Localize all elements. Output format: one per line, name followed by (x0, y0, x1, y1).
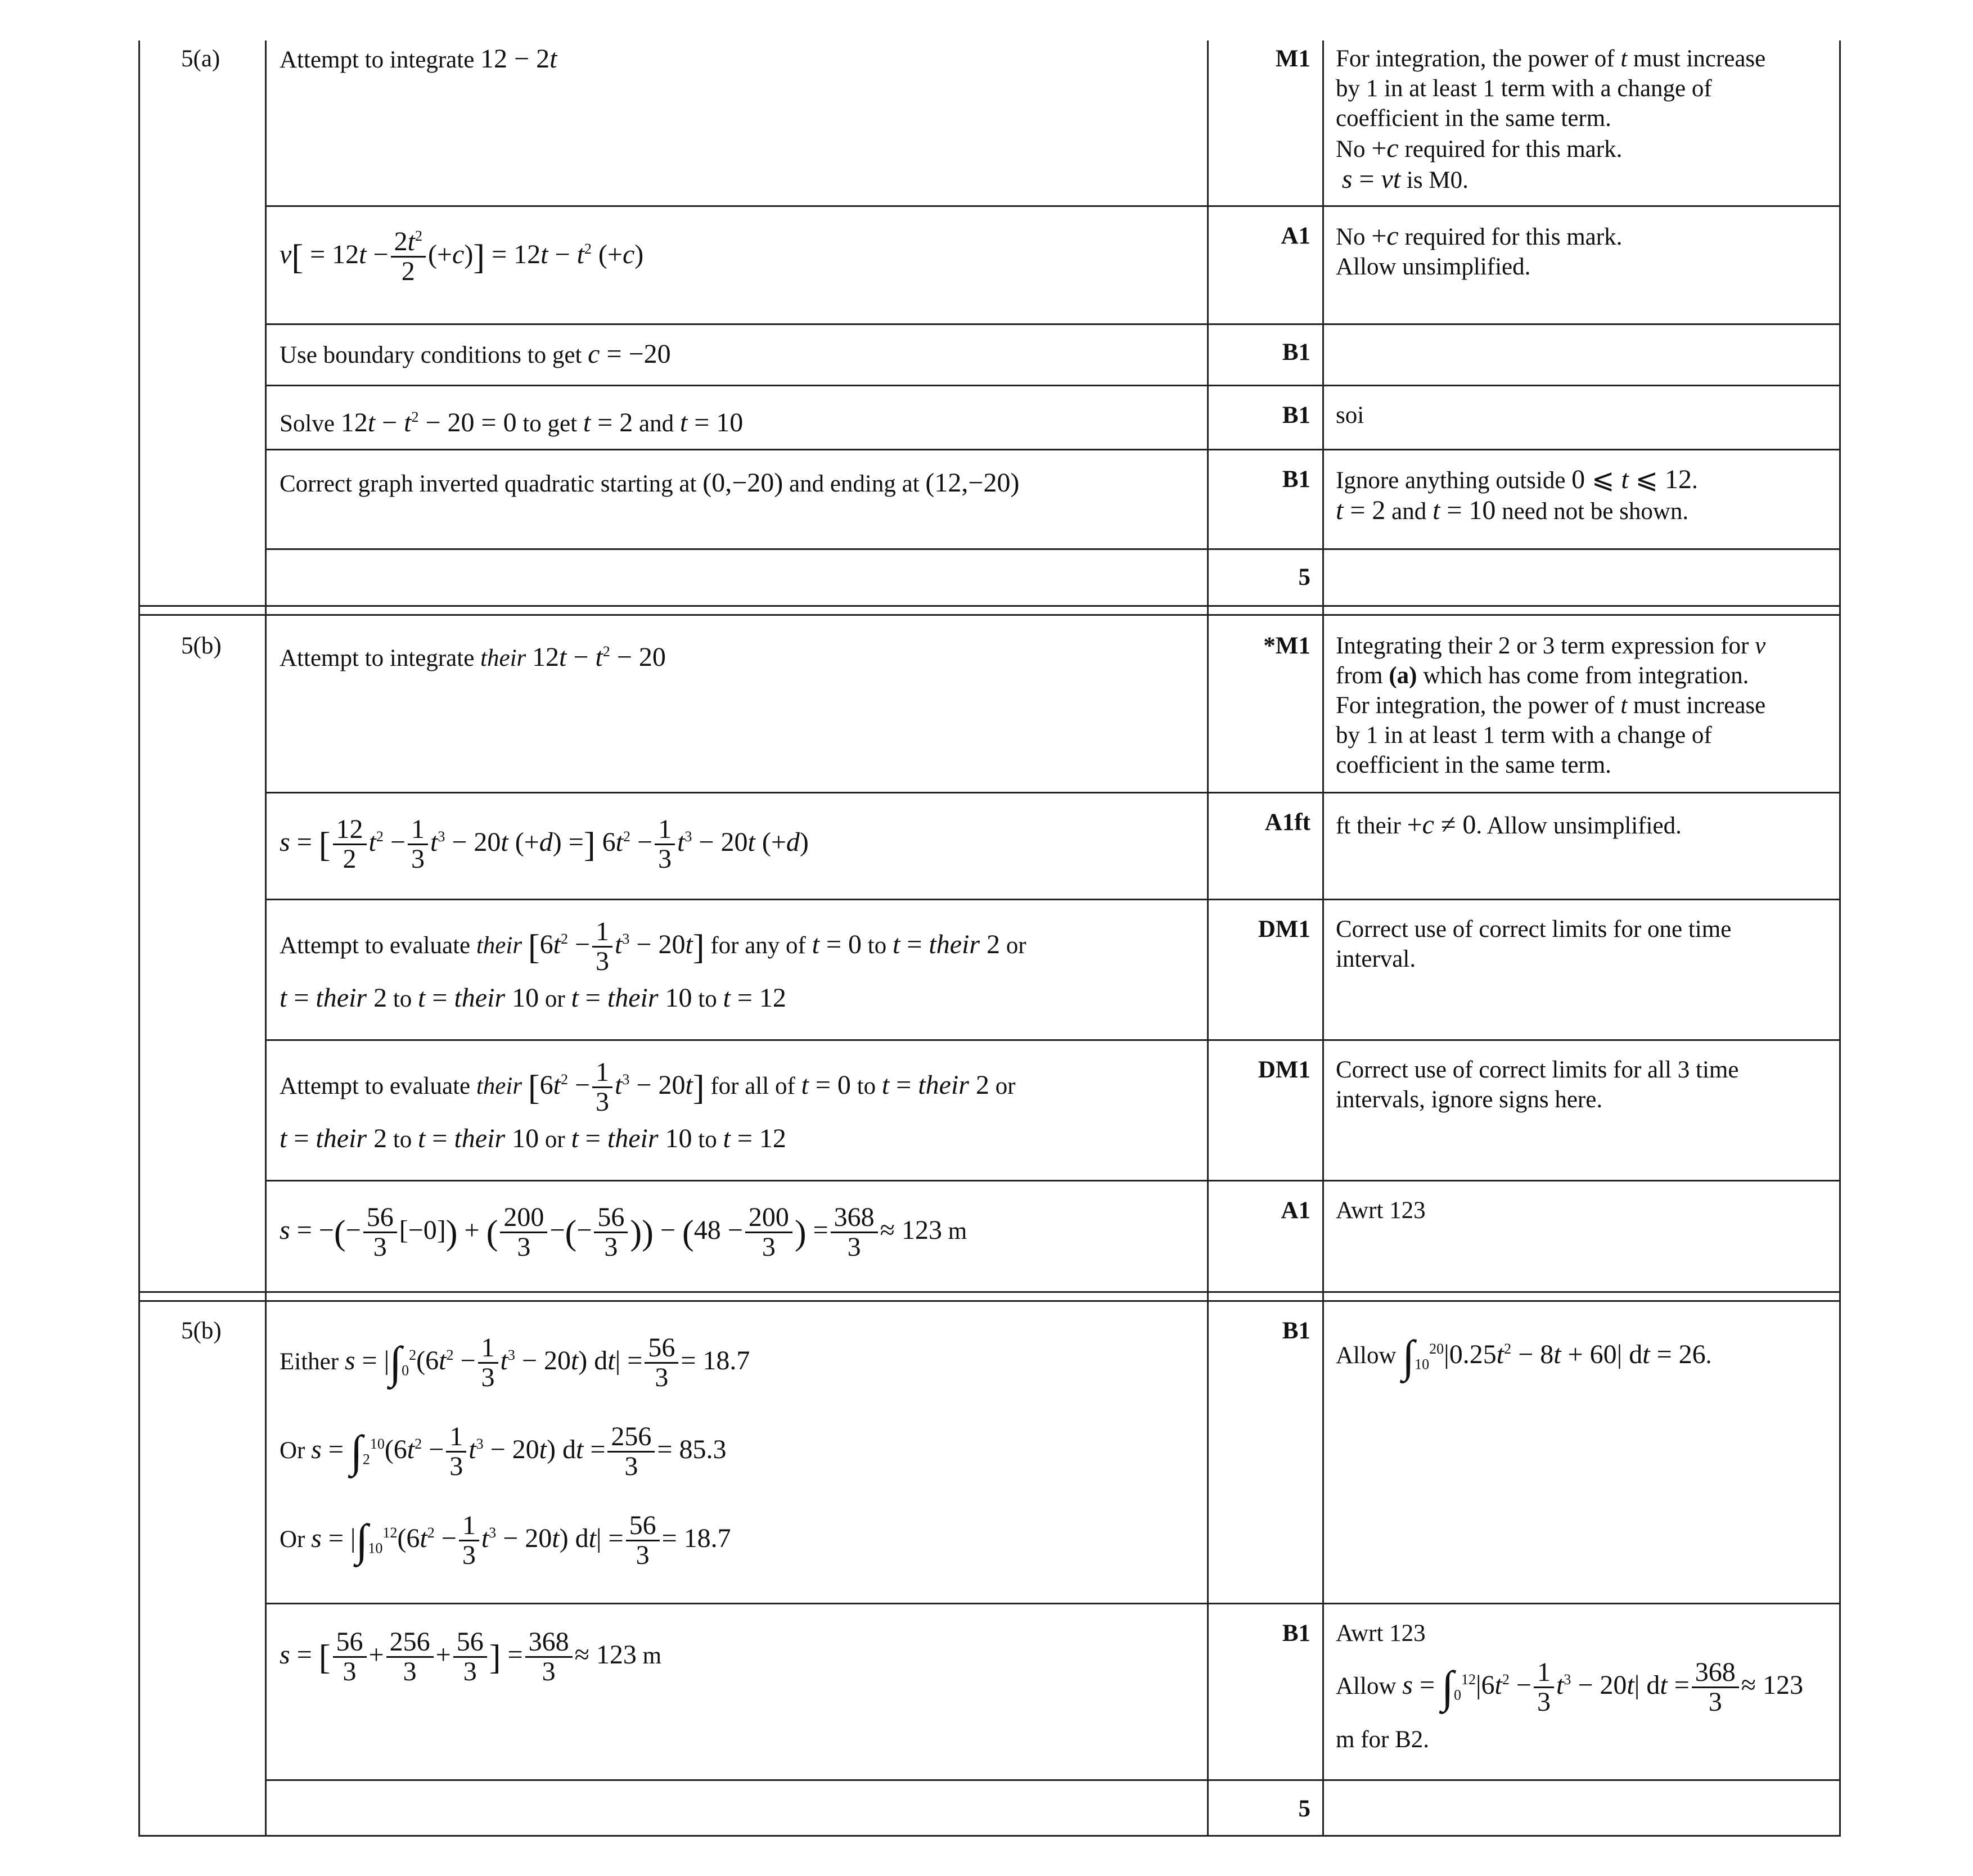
row-divider (265, 1180, 1841, 1181)
answer-a-boundary: Use boundary conditions to get c = −20 (280, 339, 671, 369)
mark-b2-total: 5 (1298, 1796, 1310, 1822)
mark-a-1: M1 (1275, 46, 1310, 72)
mark-b1-5: A1 (1281, 1197, 1310, 1224)
guidance-a-5: Ignore anything outside 0 ⩽ t ⩽ 12. t = 2 and t = 10 need not be shown. (1336, 465, 1698, 525)
mark-a-4: B1 (1282, 402, 1310, 429)
mark-a-2: A1 (1281, 223, 1310, 249)
answer-b1-displacement: s = [ $\frac{12}{2}$ $t^2$ − $\frac{1}{3}$ $t^3 - 20t$ (+d) =] $6t^2$ − $\frac{1}{3}$ $t^3 - 20t$ (+d) (280, 814, 809, 874)
guidance-b1-3: Correct use of correct limits for one time interval. (1336, 916, 1732, 972)
mark-a-3: B1 (1282, 339, 1310, 366)
table-border-bottom (138, 1835, 1841, 1837)
answer-b1-integrate: Attempt to integrate their $12t - t^2 - 20$ (280, 642, 666, 672)
row-divider (265, 1779, 1841, 1781)
row-divider (265, 449, 1841, 450)
question-label-5b: 5(b) (181, 633, 222, 659)
table-border-left (138, 40, 140, 1837)
row-divider (265, 1039, 1841, 1041)
column-divider-marks (1207, 40, 1209, 1837)
guidance-b1-5: Awrt 123 (1336, 1197, 1426, 1224)
answer-a-graph: Correct graph inverted quadratic starting at (0,−20) and ending at (12,−20) (280, 468, 1020, 498)
column-divider-answer (265, 40, 267, 1837)
section-separator (138, 1300, 1841, 1302)
section-separator (138, 1291, 1841, 1293)
answer-b1-result: s = −(− $\frac{56}{3}$ [−0]) + ( $\frac{200}{3}$ −(− $\frac{56}{3}$ )) − (48 − $\frac{200}{3}$ ) = $\frac{368}{3}$ ≈ 123 m (280, 1202, 967, 1262)
answer-b1-evaluate-any: Attempt to evaluate their [$6t^2$ − $\frac{1}{3}$ $t^3 - 20t$] for any of t = 0 to t = their 2 or t = their 2 to t = their 10 or t = their 10 to t = 12 (280, 917, 1026, 1013)
answer-b2-or-2: Or $s = |\int_{10}^{12}(6t^2$ − $\frac{1}{3}$ $t^3 - 20t$) dt| = $\frac{56}{3}$ = 18.7 (280, 1510, 731, 1571)
answer-b2-total: s = [ $\frac{56}{3}$ + $\frac{256}{3}$ + $\frac{56}{3}$ ] = $\frac{368}{3}$ ≈ 123 m (280, 1627, 662, 1687)
row-divider (265, 385, 1841, 386)
answer-a-velocity: v[ = 12t − $\frac{2t^2}{2}$ $(+c)] = 12t - t^2$ (+c) (280, 227, 644, 287)
guidance-b1-4: Correct use of correct limits for all 3 time intervals, ignore signs here. (1336, 1057, 1739, 1113)
answer-b2-or-1: Or $s = \int_2^{10}(6t^2$ − $\frac{1}{3}$ $t^3 - 20t$) dt = $\frac{256}{3}$ = 85.3 (280, 1422, 727, 1482)
row-divider (265, 548, 1841, 550)
guidance-a-2: No +c required for this mark. Allow unsimplified. (1336, 221, 1623, 280)
mark-b2-2: B1 (1282, 1620, 1310, 1647)
question-label-5b-alt: 5(b) (181, 1318, 222, 1344)
row-divider (265, 323, 1841, 325)
row-divider (265, 792, 1841, 793)
guidance-b2-2: Awrt 123 Allow $s = \int_0^{12}|6t^2$ − $\frac{1}{3}$ $t^3 - 20t|$ dt = $\frac{368}{3}$ ≈ 123 m for B2. (1336, 1620, 1804, 1753)
guidance-a-1: For integration, the power of t must increase by 1 in at least 1 term with a change of coefficient in the same term. No +c required for this mark. s = vt is M0. (1336, 46, 1766, 194)
mark-a-total: 5 (1298, 564, 1310, 590)
answer-a-solve: Solve $12t - t^2 - 20 = 0$ to get t = 2 and t = 10 (280, 408, 744, 438)
mark-b1-2: A1ft (1264, 809, 1310, 836)
row-divider (265, 205, 1841, 207)
guidance-b1-1: Integrating their 2 or 3 term expression for v from (a) which has come from integration. For integration, the power of t must increase by 1 in at least 1 term with a change of coefficient in the same term. (1336, 633, 1766, 778)
guidance-b1-2: ft their +c ≠ 0. Allow unsimplified. (1336, 810, 1682, 840)
mark-a-5: B1 (1282, 466, 1310, 493)
section-separator (138, 614, 1841, 616)
section-separator (138, 605, 1841, 607)
question-label-5a: 5(a) (181, 46, 220, 72)
answer-a-integrate: Attempt to integrate 12 − 2t (280, 44, 557, 74)
mark-b1-1: *M1 (1263, 633, 1310, 659)
row-divider (265, 1603, 1841, 1604)
answer-b1-evaluate-all: Attempt to evaluate their [$6t^2$ − $\frac{1}{3}$ $t^3 - 20t$] for all of t = 0 to t = their 2 or t = their 2 to t = their 10 or t = their 10 to t = 12 (280, 1057, 1016, 1153)
mark-b2-1: B1 (1282, 1318, 1310, 1344)
mark-b1-4: DM1 (1258, 1057, 1310, 1083)
guidance-b2-1: Allow $\int_{10}^{20}|0.25t^2 - 8t + 60|$ dt = 26. (1336, 1332, 1712, 1382)
table-border-right (1839, 40, 1841, 1837)
mark-b1-3: DM1 (1258, 916, 1310, 942)
answer-b2-either: Either $s = |\int_0^2(6t^2$ − $\frac{1}{3}$ $t^3 - 20t$) dt| = $\frac{56}{3}$ = 18.7 (280, 1333, 750, 1393)
guidance-a-4: soi (1336, 402, 1364, 429)
row-divider (265, 899, 1841, 900)
column-divider-guidance (1322, 40, 1324, 1837)
